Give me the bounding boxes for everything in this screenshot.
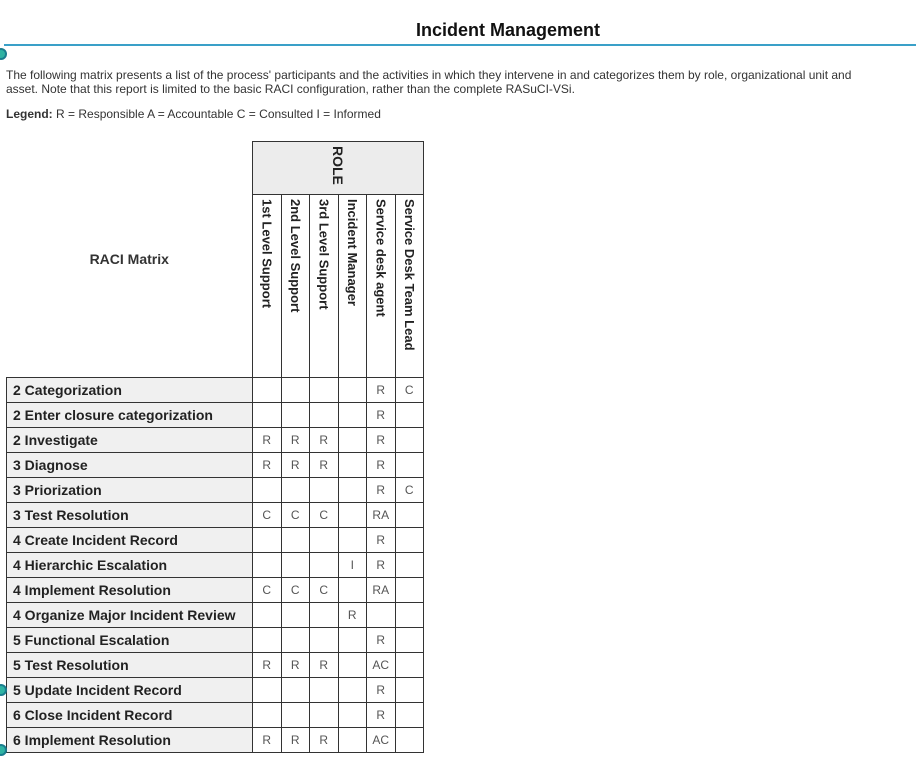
raci-cell <box>253 703 282 728</box>
raci-cell <box>310 703 339 728</box>
role-column-header: 3rd Level Support <box>310 195 339 378</box>
raci-cell <box>281 628 310 653</box>
raci-cell: R <box>367 703 396 728</box>
activity-label: 3 Test Resolution <box>7 503 253 528</box>
table-row <box>7 578 424 603</box>
raci-cell <box>395 453 424 478</box>
raci-cell: R <box>367 628 396 653</box>
raci-cell <box>338 653 367 678</box>
raci-cell: R <box>281 653 310 678</box>
raci-cell <box>281 528 310 553</box>
raci-cell <box>253 403 282 428</box>
raci-cell <box>338 728 367 753</box>
raci-cell: R <box>367 428 396 453</box>
table-row <box>7 378 424 403</box>
legend-label: Legend: <box>6 107 53 121</box>
raci-cell <box>338 428 367 453</box>
role-column-header: 1st Level Support <box>253 195 282 378</box>
raci-cell: R <box>281 428 310 453</box>
raci-cell <box>281 403 310 428</box>
raci-cell <box>310 678 339 703</box>
raci-cell <box>395 703 424 728</box>
activity-label: 5 Functional Escalation <box>7 628 253 653</box>
raci-cell <box>310 603 339 628</box>
role-column-header: Service desk agent <box>367 195 396 378</box>
raci-cell <box>310 478 339 503</box>
raci-cell: R <box>253 453 282 478</box>
raci-cell: R <box>367 678 396 703</box>
table-row <box>7 503 424 528</box>
raci-cell <box>395 553 424 578</box>
table-row <box>7 653 424 678</box>
raci-cell: R <box>367 478 396 503</box>
raci-cell: RA <box>367 503 396 528</box>
raci-matrix-table <box>6 141 424 753</box>
raci-cell <box>338 628 367 653</box>
activity-label: 4 Create Incident Record <box>7 528 253 553</box>
selection-handle-icon[interactable] <box>0 48 7 60</box>
role-column-header: 2nd Level Support <box>281 195 310 378</box>
raci-cell <box>281 703 310 728</box>
raci-cell <box>281 678 310 703</box>
activity-label: 6 Implement Resolution <box>7 728 253 753</box>
activity-label: 3 Priorization <box>7 478 253 503</box>
raci-cell: R <box>367 453 396 478</box>
raci-cell <box>338 478 367 503</box>
raci-cell <box>310 528 339 553</box>
raci-cell <box>395 578 424 603</box>
raci-cell: C <box>310 503 339 528</box>
table-row <box>7 403 424 428</box>
raci-cell <box>253 553 282 578</box>
role-column-header: Service Desk Team Lead <box>395 195 424 378</box>
activity-label: 5 Update Incident Record <box>7 678 253 703</box>
activity-label: 2 Categorization <box>7 378 253 403</box>
table-row <box>7 703 424 728</box>
raci-cell: C <box>281 503 310 528</box>
raci-cell <box>338 703 367 728</box>
legend-text: R = Responsible A = Accountable C = Consulted I = Informed <box>56 107 381 121</box>
raci-cell: C <box>395 378 424 403</box>
raci-cell <box>338 503 367 528</box>
raci-cell <box>395 603 424 628</box>
raci-cell <box>338 378 367 403</box>
raci-cell: R <box>367 403 396 428</box>
table-row <box>7 603 424 628</box>
raci-cell: R <box>253 728 282 753</box>
activity-label: 2 Investigate <box>7 428 253 453</box>
table-row <box>7 428 424 453</box>
raci-cell: I <box>338 553 367 578</box>
page-title: Incident Management <box>415 20 601 40</box>
raci-cell <box>281 603 310 628</box>
raci-cell <box>281 378 310 403</box>
title-divider <box>4 44 916 46</box>
raci-cell: R <box>281 453 310 478</box>
raci-cell: R <box>367 553 396 578</box>
raci-cell: C <box>281 578 310 603</box>
raci-cell <box>253 528 282 553</box>
raci-cell <box>281 553 310 578</box>
activity-label: 4 Hierarchic Escalation <box>7 553 253 578</box>
raci-cell <box>338 578 367 603</box>
raci-cell <box>281 478 310 503</box>
activity-label: 5 Test Resolution <box>7 653 253 678</box>
raci-cell: R <box>310 428 339 453</box>
raci-cell <box>310 628 339 653</box>
raci-cell <box>395 403 424 428</box>
activity-label: 4 Organize Major Incident Review <box>7 603 253 628</box>
legend <box>6 107 381 121</box>
activity-label: 6 Close Incident Record <box>7 703 253 728</box>
raci-cell <box>338 403 367 428</box>
table-row <box>7 478 424 503</box>
raci-cell <box>253 378 282 403</box>
raci-cell: R <box>310 453 339 478</box>
activity-label: 2 Enter closure categorization <box>7 403 253 428</box>
table-row <box>7 628 424 653</box>
intro-text: The following matrix presents a list of the process' participants and the activities in which they intervene in and categorizes them by role, organizational unit and asset. Note that this report is limited to the basic RACI configuration, rather than the complete RASuCI-VSi. <box>6 68 852 96</box>
raci-cell: AC <box>367 728 396 753</box>
raci-cell <box>395 528 424 553</box>
raci-cell: R <box>338 603 367 628</box>
table-row <box>7 553 424 578</box>
raci-cell <box>253 603 282 628</box>
raci-cell <box>395 428 424 453</box>
raci-cell <box>395 628 424 653</box>
matrix-corner-label: RACI Matrix <box>89 251 169 268</box>
raci-cell: R <box>253 428 282 453</box>
raci-cell: C <box>310 578 339 603</box>
raci-cell: RA <box>367 578 396 603</box>
raci-cell <box>310 403 339 428</box>
role-group-header: ROLE <box>253 142 424 195</box>
raci-cell: R <box>310 653 339 678</box>
raci-cell <box>395 728 424 753</box>
activity-label: 3 Diagnose <box>7 453 253 478</box>
row-marker-icon[interactable] <box>0 744 7 756</box>
raci-cell <box>253 478 282 503</box>
raci-cell: R <box>253 653 282 678</box>
raci-cell: R <box>281 728 310 753</box>
raci-cell <box>253 628 282 653</box>
role-column-header: Incident Manager <box>338 195 367 378</box>
table-row <box>7 528 424 553</box>
raci-cell <box>310 378 339 403</box>
table-row <box>7 453 424 478</box>
raci-cell <box>395 503 424 528</box>
table-row <box>7 728 424 753</box>
raci-cell: C <box>253 503 282 528</box>
raci-cell: C <box>395 478 424 503</box>
raci-cell <box>367 603 396 628</box>
raci-cell: R <box>367 378 396 403</box>
table-row <box>7 678 424 703</box>
raci-cell <box>253 678 282 703</box>
raci-cell: AC <box>367 653 396 678</box>
activity-label: 4 Implement Resolution <box>7 578 253 603</box>
raci-cell <box>338 678 367 703</box>
raci-cell <box>395 678 424 703</box>
raci-cell: C <box>253 578 282 603</box>
raci-cell <box>310 553 339 578</box>
raci-cell <box>338 528 367 553</box>
raci-cell <box>395 653 424 678</box>
raci-cell: R <box>367 528 396 553</box>
raci-cell: R <box>310 728 339 753</box>
raci-cell <box>338 453 367 478</box>
